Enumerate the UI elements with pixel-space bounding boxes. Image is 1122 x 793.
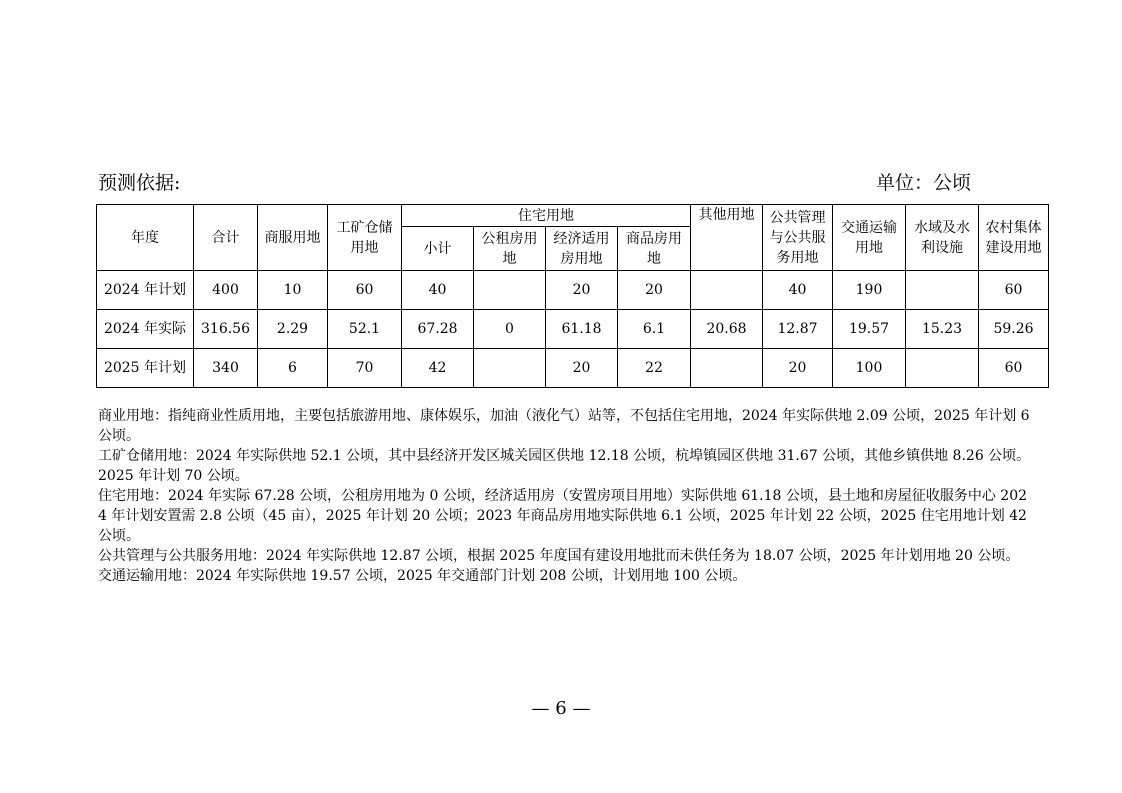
note-public-service: 公共管理与公共服务用地：2024 年实际供地 12.87 公顷，根据 2025 年度国有建设用地批而未供任务为 18.07 公顷，2025 年计划用地 20 公顷。 (98, 548, 1020, 564)
notes-section (98, 406, 1034, 586)
header-rural: 农村集体建设用地 (979, 205, 1049, 271)
table-cell: 0 (474, 310, 546, 349)
table-cell: 20 (546, 271, 618, 310)
table-cell: 52.1 (328, 310, 402, 349)
table-cell: 61.18 (546, 310, 618, 349)
table-cell: 100 (833, 349, 906, 388)
table-cell (691, 271, 763, 310)
table-cell: 40 (763, 271, 833, 310)
header-industrial: 工矿仓储用地 (328, 205, 402, 271)
header-res-affordable: 经济适用房用地 (546, 227, 618, 271)
table-cell: 60 (328, 271, 402, 310)
table-cell: 10 (258, 271, 328, 310)
table-row (97, 349, 1049, 388)
table-cell (474, 271, 546, 310)
table-cell: 340 (194, 349, 258, 388)
table-cell (474, 349, 546, 388)
header-res-subtotal: 小计 (402, 227, 474, 271)
table-cell: 400 (194, 271, 258, 310)
header-public-service: 公共管理与公共服务用地 (763, 205, 833, 271)
land-supply-table (96, 204, 1049, 388)
header-res-commodity: 商品房用地 (618, 227, 691, 271)
header-res-public-rental: 公租房用地 (474, 227, 546, 271)
table-cell: 22 (618, 349, 691, 388)
unit-label: 单位：公顷 (876, 172, 972, 194)
table-cell: 6.1 (618, 310, 691, 349)
table-cell (906, 349, 979, 388)
table-cell: 19.57 (833, 310, 906, 349)
table-cell: 20 (618, 271, 691, 310)
header-transport: 交通运输用地 (833, 205, 906, 271)
header-total: 合计 (194, 205, 258, 271)
note-commercial: 商业用地：指纯商业性质用地，主要包括旅游用地、康体娱乐，加油（液化气）站等，不包括住宅用地，2024 年实际供地 2.09 公顷，2025 年计划 6 公顷。 (98, 408, 1030, 444)
table-cell: 60 (979, 349, 1049, 388)
table-cell: 20 (763, 349, 833, 388)
basis-heading: 预测依据: (98, 172, 181, 194)
table-cell: 70 (328, 349, 402, 388)
table-cell: 2024 年实际 (97, 310, 194, 349)
table-cell: 20.68 (691, 310, 763, 349)
table-cell: 67.28 (402, 310, 474, 349)
table-cell: 2025 年计划 (97, 349, 194, 388)
header-other: 其他用地 (691, 205, 763, 271)
table-row (97, 271, 1049, 310)
header-residential: 住宅用地 (402, 205, 691, 227)
table-cell: 2.29 (258, 310, 328, 349)
table-cell: 59.26 (979, 310, 1049, 349)
table-cell: 2024 年计划 (97, 271, 194, 310)
note-industrial: 工矿仓储用地：2024 年实际供地 52.1 公顷，其中县经济开发区城关园区供地 12.18 公顷，杭埠镇园区供地 31.67 公顷，其他乡镇供地 8.26 公顷。2025 年计划 70 公顷。 (98, 448, 1031, 484)
table-cell: 316.56 (194, 310, 258, 349)
table-cell: 60 (979, 271, 1049, 310)
table-cell: 190 (833, 271, 906, 310)
table-row (97, 310, 1049, 349)
header-water: 水域及水利设施 (906, 205, 979, 271)
note-transport: 交通运输用地：2024 年实际供地 19.57 公顷，2025 年交通部门计划 208 公顷，计划用地 100 公顷。 (98, 568, 747, 584)
table-cell: 20 (546, 349, 618, 388)
table-cell (906, 271, 979, 310)
table-cell: 42 (402, 349, 474, 388)
table-cell: 40 (402, 271, 474, 310)
header-year: 年度 (97, 205, 194, 271)
table-cell: 6 (258, 349, 328, 388)
table-cell: 15.23 (906, 310, 979, 349)
table-cell: 12.87 (763, 310, 833, 349)
note-residential: 住宅用地：2024 年实际 67.28 公顷，公租房用地为 0 公顷，经济适用房（安置房项目用地）实际供地 61.18 公顷，县土地和房屋征收服务中心 2024 年计划安置需 2.8 公顷（45 亩），2025 年计划 20 公顷；2023 年商品房用地实际供地 6.1 公顷，2025 年计划 22 公顷，2025 住宅用地计划 42 公顷。 (98, 488, 1028, 544)
page-number: — 6 — (531, 698, 591, 719)
table-cell (691, 349, 763, 388)
header-commercial: 商服用地 (258, 205, 328, 271)
